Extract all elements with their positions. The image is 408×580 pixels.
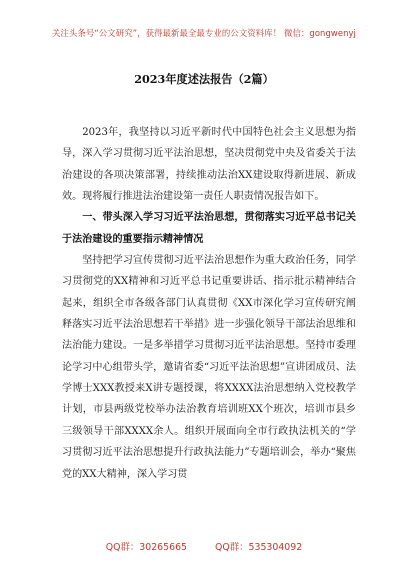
document-body bbox=[62, 122, 356, 485]
body-paragraph: 坚持把学习宣传贯彻习近平法治思想作为重大政治任务，同学习贯彻党的XX精神和习近平总书记重要讲话、指示批示精神结合起来，组织全市各级各部门认真贯彻《XX市深化学习宣传研究阐释落实习近平法治思想若干举措》进一步强化领导干部法治思维和法治能力建设。一是多举措学习贯彻习近平法治思想。坚持市委理论学习中心组带头学，邀请省委“习近平法治思想”宣讲团成员、法学博士XXX教授来X讲专题授课，将XXXX法治思想纳入党校教学计划，市县两级党校举办法治教育培训班XX个班次，培训市县乡三级领导干部XXXX余人。组织开展面向全市行政执法机关的“学习贯彻习近平法治思想提升行政执法能力”专题培训会，举办“聚焦党的XX大精神，深入学习贯 bbox=[62, 255, 356, 480]
section-heading: 一、带头深入学习习近平法治思想，贯彻落实习近平总书记关于法治建设的重要指示精神情况 bbox=[62, 212, 356, 245]
document-title: 2023年度述法报告（2篇） bbox=[134, 72, 274, 86]
qq-group-2: QQ群：535304092 bbox=[215, 542, 303, 553]
footer-contact bbox=[0, 539, 408, 553]
intro-paragraph: 2023年，我坚持以习近平新时代中国特色社会主义思想为指导，深入学习贯彻习近平法治思想，坚决贯彻党中央及省委关于法治建设的各项决策部署，持续推动法治XX建设取得新进展、新成效。现将履行推进法治建设第一责任人职责情况报告如下。 bbox=[62, 127, 356, 203]
promo-banner: 关注头条号“公文研究”，获得最新最全最专业的公文资料库！ 微信：gongwenyj bbox=[52, 28, 356, 38]
qq-group-1: QQ群：30265665 bbox=[105, 542, 188, 553]
